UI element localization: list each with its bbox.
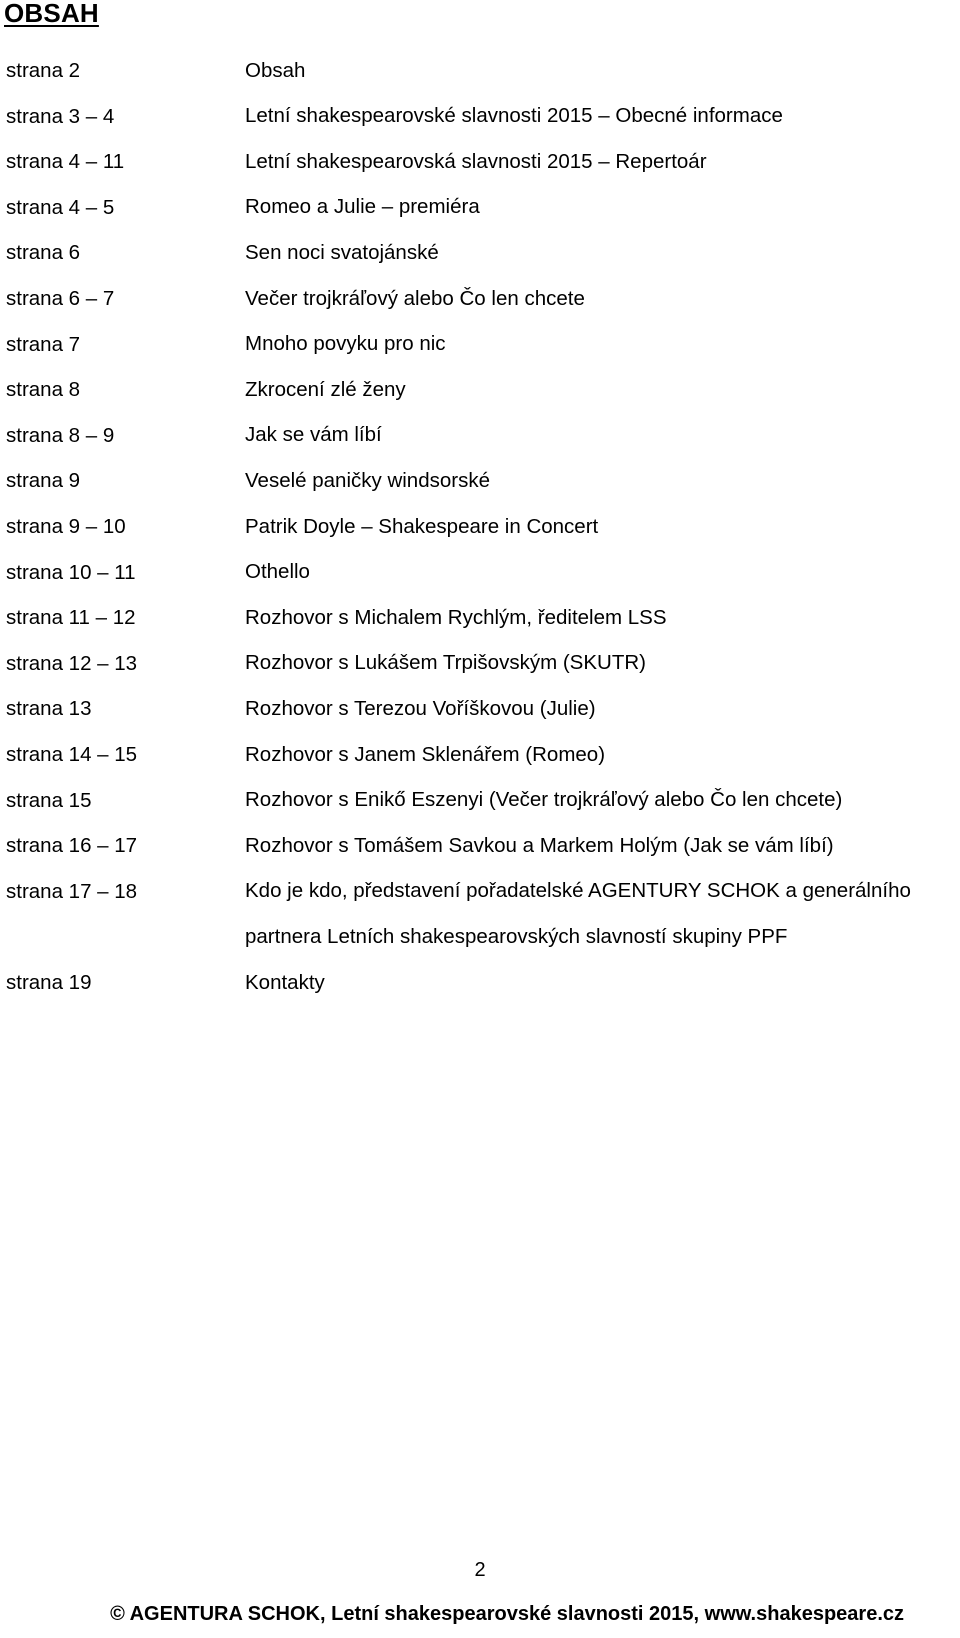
toc-title: Letní shakespearovská slavnosti 2015 – Repertoár xyxy=(245,149,707,173)
toc-title: Rozhovor s Terezou Voříškovou (Julie) xyxy=(245,697,596,721)
toc-title: Rozhovor s Enikő Eszenyi (Večer trojkráľový alebo Čo len chcete) xyxy=(245,788,843,812)
toc-title: Mnoho povyku pro nic xyxy=(245,332,446,356)
table-of-contents xyxy=(0,57,960,1014)
toc-title: Zkrocení zlé ženy xyxy=(245,377,406,401)
toc-title: Letní shakespearovské slavnosti 2015 – Obecné informace xyxy=(245,104,783,128)
page-number: 2 xyxy=(474,1559,486,1581)
toc-page-ref: strana 7 xyxy=(6,332,81,356)
toc-page-ref: strana 17 – 18 xyxy=(6,879,138,903)
toc-title: Othello xyxy=(245,560,310,584)
toc-title: Obsah xyxy=(245,58,306,82)
toc-title: Rozhovor s Michalem Rychlým, ředitelem LSS xyxy=(245,605,667,629)
toc-title: Kontakty xyxy=(245,970,325,994)
toc-page-ref: strana 13 xyxy=(6,697,92,721)
toc-page-ref: strana 9 – 10 xyxy=(6,514,126,538)
toc-page-ref: strana 14 – 15 xyxy=(6,742,138,766)
toc-page-ref: strana 4 – 5 xyxy=(6,195,115,219)
toc-title: Večer trojkráľový alebo Čo len chcete xyxy=(245,286,585,310)
toc-row xyxy=(0,878,960,948)
toc-title: Romeo a Julie – premiéra xyxy=(245,195,480,219)
toc-page-ref: strana 11 – 12 xyxy=(6,606,136,630)
toc-page-ref: strana 19 xyxy=(6,970,92,994)
toc-title: Veselé paničky windsorské xyxy=(245,469,490,493)
toc-page-ref: strana 2 xyxy=(6,59,81,82)
page-footer: © AGENTURA SCHOK, Letní shakespearovské slavnosti 2015, www.shakespeare.cz xyxy=(110,1603,904,1625)
toc-title: Kdo je kdo, představení pořadatelské AGENTURY SCHOK a generálního partnera Letních shakespearovských slavností skupiny PPF xyxy=(245,879,911,948)
toc-title: Rozhovor s Lukášem Trpišovským (SKUTR) xyxy=(245,651,646,675)
toc-title: Sen noci svatojánské xyxy=(245,241,439,265)
toc-page-ref: strana 16 – 17 xyxy=(6,834,138,858)
toc-page-ref: strana 3 – 4 xyxy=(6,104,115,128)
toc-page-ref: strana 8 – 9 xyxy=(6,423,115,447)
toc-page-ref: strana 6 – 7 xyxy=(6,286,115,310)
toc-page-ref: strana 15 xyxy=(6,788,92,812)
toc-title: Rozhovor s Tomášem Savkou a Markem Holým (Jak se vám líbí) xyxy=(245,833,834,857)
toc-page-ref: strana 9 xyxy=(6,469,81,493)
toc-title: Patrik Doyle – Shakespeare in Concert xyxy=(245,514,599,538)
toc-page-ref: strana 8 xyxy=(6,378,81,402)
page-title: OBSAH xyxy=(4,0,99,28)
toc-title: Rozhovor s Janem Sklenářem (Romeo) xyxy=(245,742,606,766)
toc-title: Jak se vám líbí xyxy=(245,423,382,447)
toc-row xyxy=(0,969,960,1015)
toc-page-ref: strana 4 – 11 xyxy=(6,150,125,174)
toc-page-ref: strana 6 xyxy=(6,241,81,265)
toc-page-ref: strana 10 – 11 xyxy=(6,560,136,584)
toc-page-ref: strana 12 – 13 xyxy=(6,651,138,675)
